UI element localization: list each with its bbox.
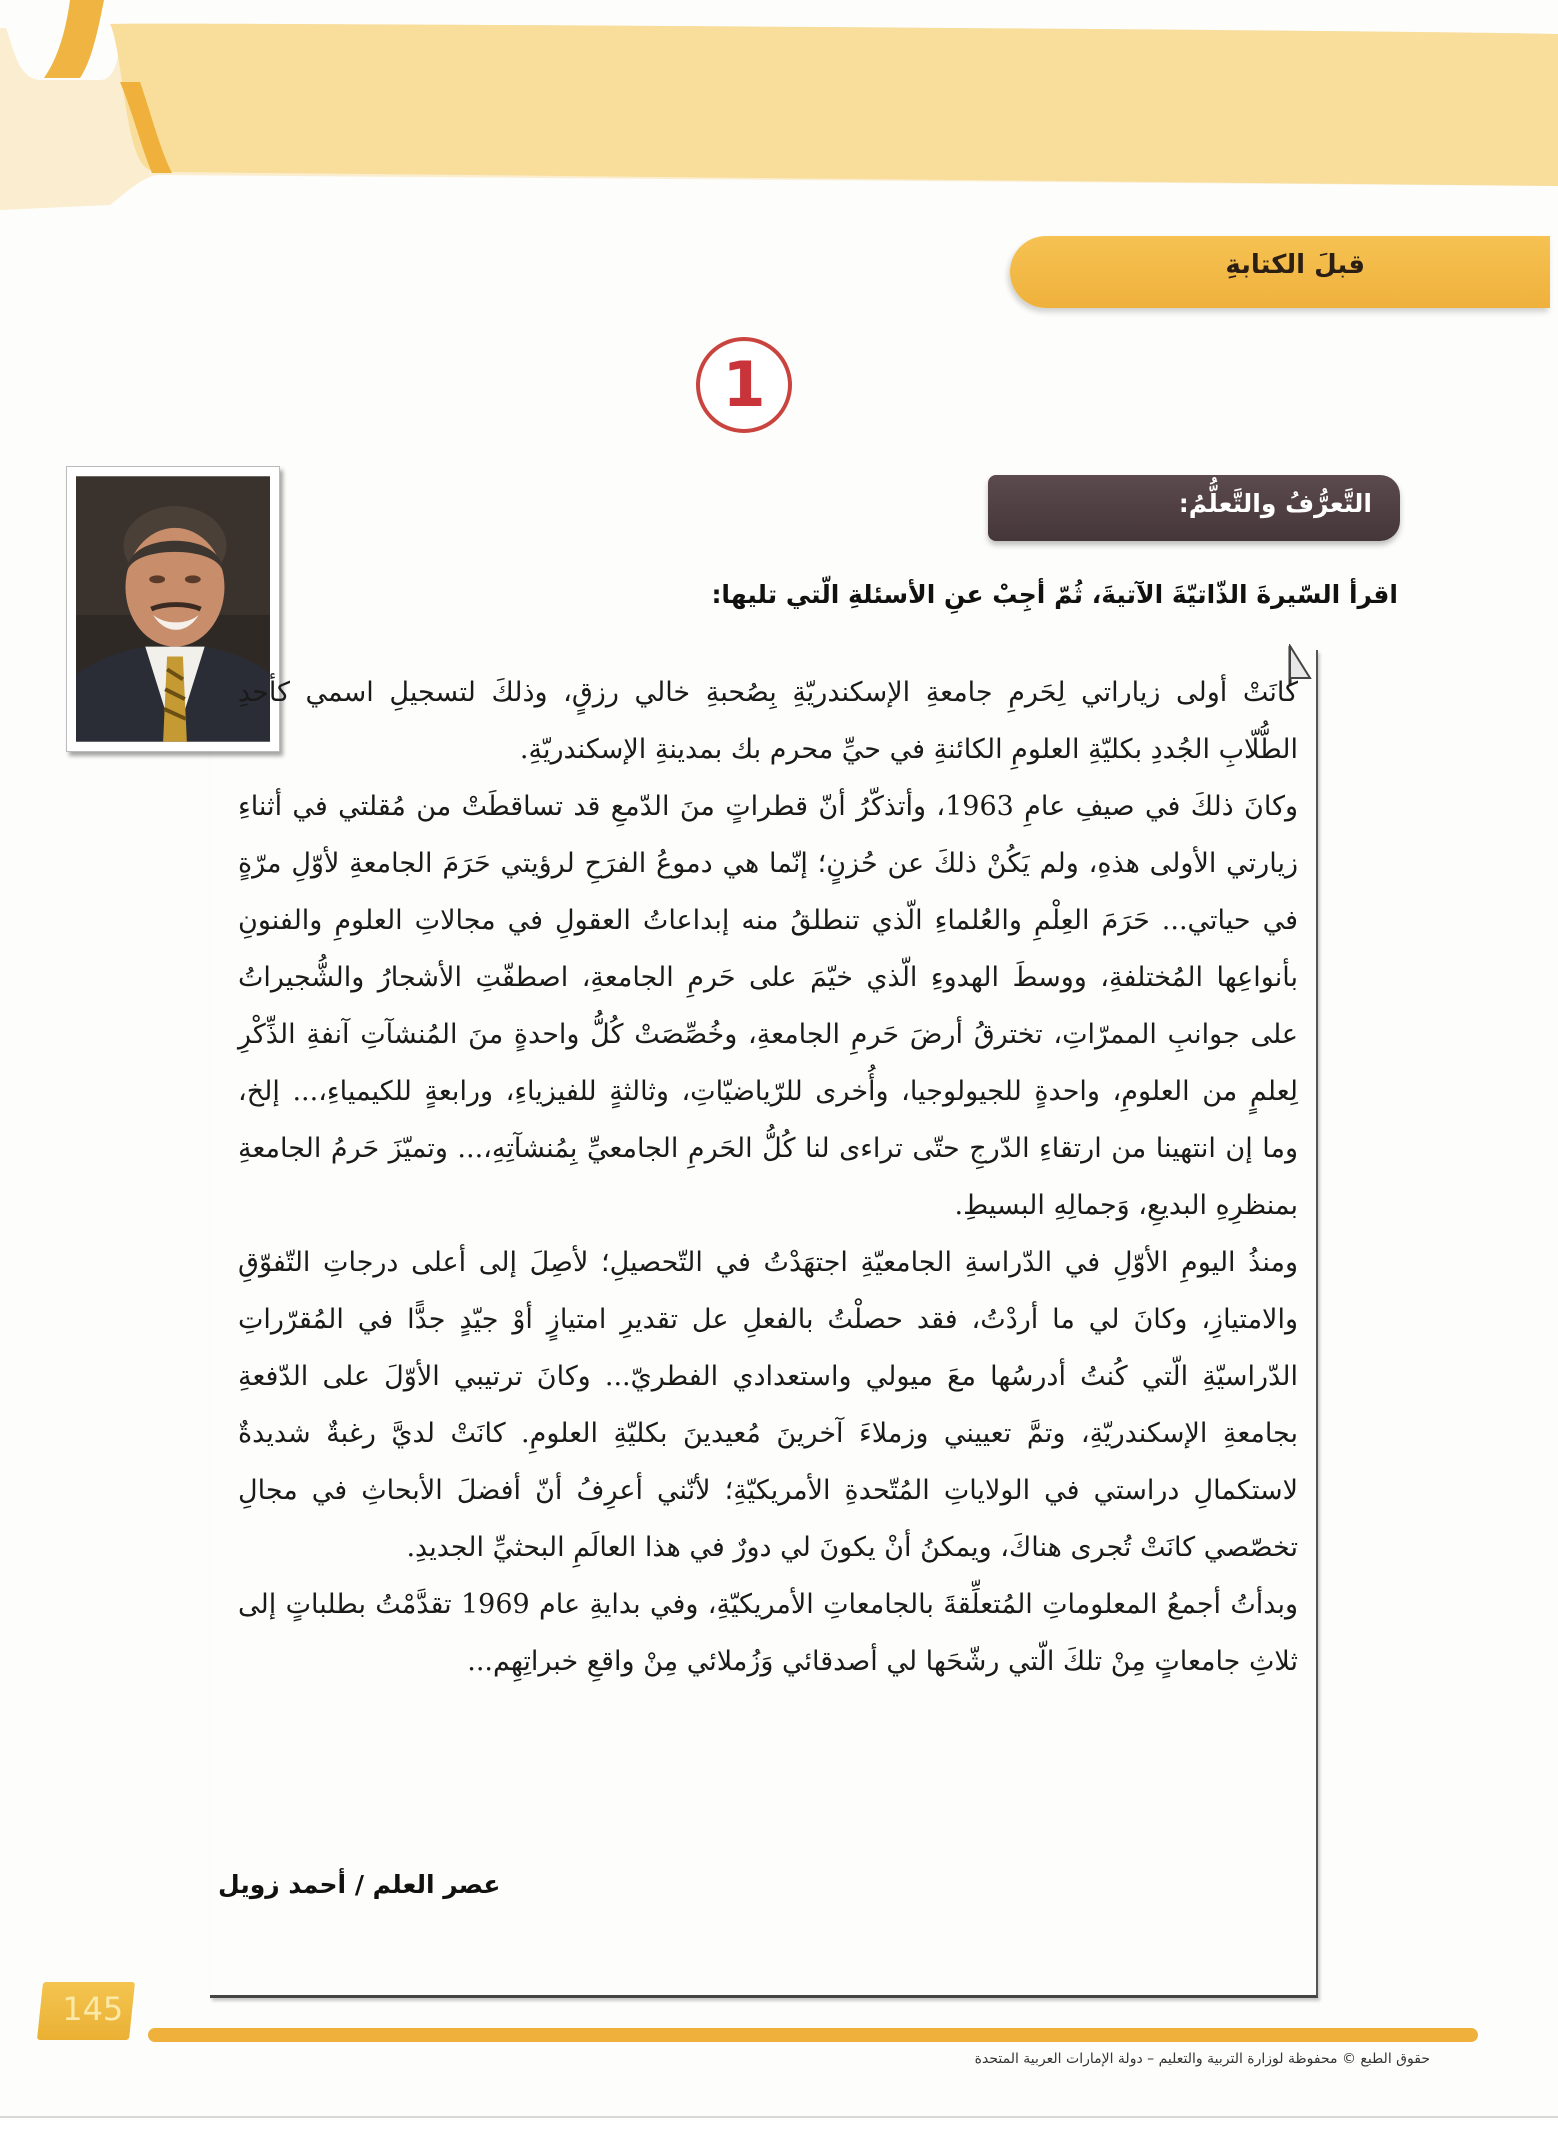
passage-paragraph: وبدأتُ أجمعُ المعلوماتِ المُتعلِّقةَ بالجامعاتِ الأمريكيّةِ، وفي بدايةِ عام 1969 تقدَّمْتُ بطلباتٍ إلى ثلاثِ جامعاتٍ مِنْ تلكَ الّتي رشّحَها لي أصدقائي وَزُملائي مِنْ واقعِ خبراتِهِم... — [238, 1589, 1298, 1677]
page-number-tab — [37, 1982, 135, 2040]
subsection-title: التَّعرُّفُ والتَّعلُّمُ: — [1178, 489, 1372, 518]
page-number: 145 — [62, 1990, 124, 2028]
biography-passage — [238, 664, 1298, 1690]
step-number-badge — [696, 337, 792, 433]
subsection-bar — [988, 475, 1400, 541]
section-pill-label: قبلَ الكتابةِ — [1225, 250, 1365, 280]
copyright-notice: حقوق الطبع © محفوظة لوزارة التربية والتعليم – دولة الإمارات العربية المتحدة — [974, 2051, 1430, 2067]
passage-source: عصر العلم / أحمد زويل — [218, 1870, 501, 1899]
step-number: 1 — [722, 348, 766, 421]
section-pill-before-writing — [1010, 236, 1550, 308]
instruction-text: اقرأ السّيرةَ الذّاتيّةَ الآتيةَ، ثُمّ أجِبْ عنِ الأسئلةِ الّتي تليها: — [711, 580, 1398, 609]
passage-paragraph: ومنذُ اليومِ الأوّلِ في الدّراسةِ الجامعيّةِ اجتهَدْتُ في التّحصيلِ؛ لأصِلَ إلى أعلى درجاتِ التّفوّقِ والامتيازِ، وكانَ لي ما أردْتُ، فقد حصلْتُ بالفعلِ عل تقديرِ امتيازٍ أوْ جيّدٍ جدًّا في المُقرّراتِ الدّراسيّةِ الّتي كُنتُ أدرسُها معَ ميولي واستعدادي الفطريّ... وكانَ ترتيبي الأوّلَ على الدّفعةِ بجامعةِ الإسكندريّةِ، وتمَّ تعييني وزملاءَ آخرينَ مُعيدينَ بكليّةِ العلومِ. كانَتْ لديَّ رغبةٌ شديدةٌ لاستكمالِ دراستي في الولاياتِ المُتّحدةِ الأمريكيّةِ؛ لأنّني أعرِفُ أنّ أفضلَ الأبحاثِ في مجالِ تخصّصي كانَتْ تُجرى هناكَ، ويمكنُ أنْ يكونَ لي دورٌ في هذا العالَمِ البحثيِّ الجديدِ. — [238, 1247, 1298, 1563]
header-decoration — [0, 0, 1558, 220]
passage-paragraph: كانَتْ أولى زياراتي لِحَرمِ جامعةِ الإسكندريّةِ بِصُحبةِ خالي رزقٍ، وذلكَ لتسجيلِ اسمي كأحدِ الطُّلّابِ الجُددِ بكليّةِ العلومِ الكائنةِ في حيِّ محرم بك بمدينةِ الإسكندريّةِ. — [238, 677, 1298, 765]
passage-paragraph: وكانَ ذلكَ في صيفِ عامِ 1963، وأتذكّرُ أنّ قطراتٍ منَ الدّمعِ قد تساقطَتْ من مُقلتي في أثناءِ زيارتي الأولى هذهِ، ولم يَكُنْ ذلكَ عن حُزنٍ؛ إنّما هي دموعُ الفرَحِ لرؤيتي حَرَمَ الجامعةِ لأوّلِ مرّةٍ في حياتي... حَرَمَ العِلْمِ والعُلماءِ الّذي تنطلقُ منه إبداعاتُ العقولِ في مجالاتِ العلومِ والفنونِ بأنواعِها المُختلفةِ، ووسطَ الهدوءِ الّذي خيّمَ على حَرمِ الجامعةِ، اصطفّتِ الأشجارُ والشُّجيراتُ على جوانبِ الممرّاتِ، تخترقُ أرضَ حَرمِ الجامعةِ، وخُصِّصَتْ كُلُّ واحدةٍ منَ المُنشآتِ آنفةِ الذِّكْرِ لِعلمٍ من العلومِ، واحدةٍ للجيولوجيا، وأُخرى للرّياضيّاتِ، وثالثةٍ للفيزياءِ، ورابعةٍ للكيمياءِ،... إلخ، وما إن انتهينا من ارتقاءِ الدّرجِ حتّى تراءى لنا كُلُّ الحَرمِ الجامعيِّ بِمُنشآتِهِ،... وتميّزَ حَرمُ الجامعةِ بمنظرِهِ البديعِ، وَجمالِهِ البسيطِ. — [238, 791, 1298, 1221]
footer-divider-bar — [148, 2028, 1478, 2042]
